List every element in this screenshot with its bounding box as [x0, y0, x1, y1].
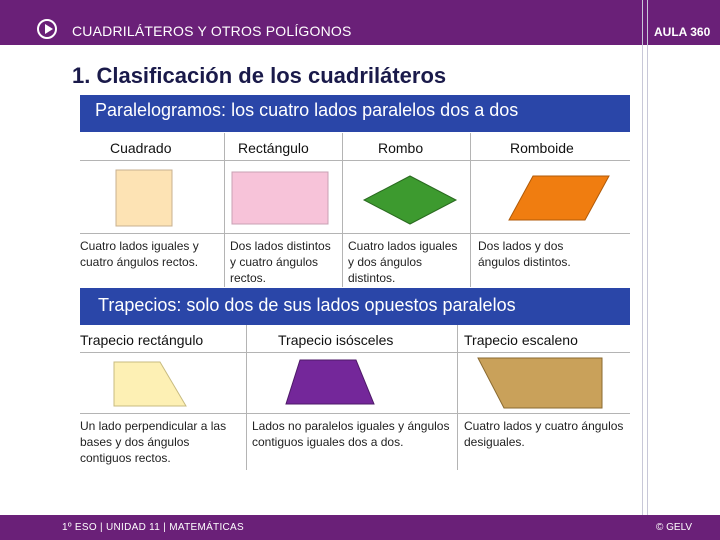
rectangle-shape — [230, 168, 330, 228]
header-bar — [0, 0, 720, 45]
cuadrado-header: Cuadrado — [110, 140, 172, 156]
romboide-desc: Dos lados y dos ángulos distintos. — [478, 239, 571, 269]
right-divider — [642, 0, 643, 540]
column-separator — [457, 325, 458, 470]
footer-bar — [0, 515, 720, 540]
rombo-header: Rombo — [378, 140, 424, 156]
column-separator — [246, 325, 247, 470]
trapecios-banner: Trapecios: solo dos de sus lados opuestos paralelos — [80, 288, 630, 325]
trapecio-isosceles-header: Trapecio isósceles — [278, 332, 394, 348]
cuadrado-desc: Cuatro lados iguales y cuatro ángulos rectos. — [80, 239, 199, 269]
row-divider — [80, 413, 630, 414]
header-title: CUADRILÁTEROS Y OTROS POLÍGONOS — [72, 23, 352, 39]
rhombus-shape — [360, 172, 460, 228]
scalene-trapezoid-shape — [474, 354, 606, 412]
column-separator — [342, 133, 343, 287]
rectangulo-header: Rectángulo — [238, 140, 309, 156]
row-divider — [80, 233, 630, 234]
isosceles-trapezoid-shape — [282, 358, 378, 408]
square-shape — [110, 168, 178, 228]
paralelogramos-banner: Paralelogramos: los cuatro lados paralelos dos a dos — [80, 95, 630, 132]
right-trapezoid-shape — [110, 358, 190, 410]
right-divider-2 — [647, 0, 648, 540]
column-separator — [224, 133, 225, 287]
section-title: 1. Clasificación de los cuadriláteros — [72, 63, 447, 88]
footer-course: 1º ESO | UNIDAD 11 | MATEMÁTICAS — [62, 522, 244, 533]
romboide-header: Romboide — [510, 140, 574, 156]
header-divider — [80, 352, 630, 353]
rombo-desc: Cuatro lados iguales y dos ángulos distintos. — [348, 239, 458, 285]
trapecio-rectangulo-desc: Un lado perpendicular a las bases y dos ángulos contiguos rectos. — [80, 419, 227, 465]
trapecio-escaleno-header: Trapecio escaleno — [464, 332, 578, 348]
aula-badge: AULA 360 — [654, 25, 711, 39]
rectangulo-desc: Dos lados distintos y cuatro ángulos rectos. — [230, 239, 331, 285]
column-separator — [470, 133, 471, 287]
play-icon[interactable] — [37, 19, 57, 39]
trapecio-rectangulo-header: Trapecio rectángulo — [80, 332, 204, 348]
trapecio-escaleno-desc: Cuatro lados y cuatro ángulos desiguales. — [464, 419, 624, 449]
trapecio-isosceles-desc: Lados no paralelos iguales y ángulos contiguos iguales dos a dos. — [252, 419, 450, 449]
footer-copyright: © GELV — [656, 522, 693, 533]
header-divider — [80, 160, 630, 161]
rhomboid-shape — [505, 172, 615, 224]
